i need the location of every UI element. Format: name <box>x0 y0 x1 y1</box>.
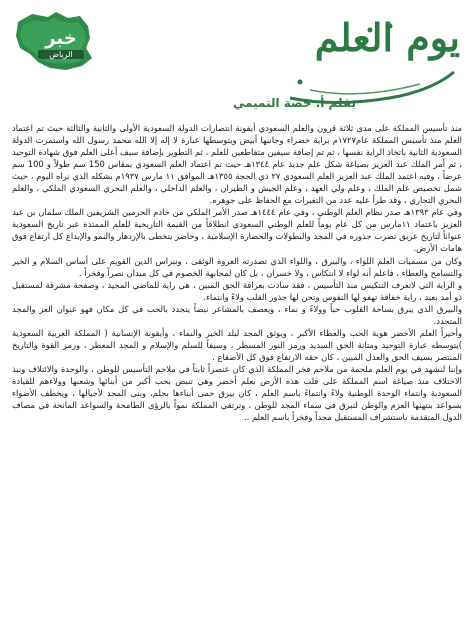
news-logo[interactable] <box>10 8 96 74</box>
article-paragraph: وفي عام ١٣٩٣هـ صدر نظام العلم الوطني ، وفي عام ١٤٤٤هـ صدر الأمر الملكي من خادم الحرمين الشريفين الملك سلمان بن عبد العزيز باعتماد ١١مارس من كل عام يوماً للعلم الوطني السعودي انطلاقاً من القيمة التاريخية للعلم الممتدة عبر تاريخ السعودية عنواناً لتاريخ عريق تضرب جذوره في المجد والبطولات والحضارة الإسلامية ، وحاضر يتخطى بالإزدهار والنمو والإبداع كل ارتفاع فوق هامات الأرض. <box>12 207 462 254</box>
logo-brand-text: خبر <box>45 28 77 49</box>
logo-url-text: KHBRRIYADH.COM <box>43 62 81 67</box>
article-paragraph: وأخيراً العلم الأخضر هوية الحب والعطاء الأكبر ، ويوثق المجد لبلد الخير والنماء ، وأيقونة الإنسانية ( المملكة العربية السعودية )يتوسطه عبارة التوحيد ومتانة الحق السديد ورمز النور المسطر ، وسيفاً للسلم والإسلام و المجد المعطر ، ورمز القوة والتاريخ المنتصر بسيف الحق والعدل المبين ، كان حقه الارتفاع فوق كل الأصقاع . <box>12 327 462 362</box>
logo-city-text: الرياض <box>38 50 84 59</box>
article-paragraph: وإننا لنشهد في يوم العلم ملحمة من ملاحم فخر المملكة الذي كان عنصراً ثابتاً في ملاحم التأسيس للوطن ، والوحدة والائتلاف ونبذ الاختلاف منذ صياغة اسم المملكة على قلب هذه الأرض بعلم أخضر وهي تنبض بحب أكبر من أبنائها وشعبها وولاءهم للقيادة السعودية وانتماء الوحدة الوطنية ولاءً وانتماءً باسم العلم ، كان بيرق حمى أبناءها بجلم، وبنى المجد لأجيالها ، ويخطف الأضواء بسواعد بنتهنها العزم والوطن لتبرق في سماء المجد للوطن ، وترتقي المملكة نمواً بالرؤى الطامحة والسواعد المانحة في مصاف الدول المتقدمة باستشراف المستقبل مجداً وفخراً باسم العلم .. <box>12 363 462 423</box>
article-paragraph: والبيرق الذي يبرق بساحة القلوب حباً وولاءً و نماء ، ويعصف بالمشاعر نبضاً يتجدد بالحب في كل مكان فهو عنوان العز والمجد المتجدد. <box>12 303 462 326</box>
article-paragraph: وكان من مسميات العلم اللواء ، والبيرق ، واللواء الذي تصدرته العروة الوثقى ، ونبراس الدين القويم على أساس السلام و الخير والتسامح والعطاء ، فاعلم أنه لواء لا انتكاس ، ولا خسران ، بل كان لمجابهة الخصوم في كل ميدان نصراً وفخراً . <box>12 255 462 278</box>
article-body <box>12 122 462 632</box>
article-paragraph: منذ تأسيس المملكة على مدى ثلاثة قرون والعلم السعودي أيقونة انتصارات الدولة السعودية الأولى والثانية والثالثة حيث تم اعتماد العلم منذ تأسيس المملكة عام١٧٢٧م براية خضراء وجانبها أبيض ويتوسطها عبارة لا إله إلا الله محمد رسول الله واستمرت الدولة السعودية الثانية باتخاذ الراية نفسها ، ثم تم إضافة سيفين متقاطعين للعلم ، ثم التطوير بإضافة سيف أعلى العلم فوق شهادة التوحيد ، ثم أمر الملك عبد العزيز بصياغة شكل علم جديد عام ١٣٤٤هـ حيث تم اعتماد العلم السعودي بمقاس 150 سم طولاً و 100 سم عرضاً ، وفيه اعتمد الملك عبد العزيز العلم السعودي ٢٧ ذي الحجة ١٣٥٥هـ الموافق ١١ مارس ١٩٣٧م بشكله الذي نراه اليوم ، حيث شمل تخصيص علم الملك ، وعلم ولي العهد ، وعلم الجيش و الطيران ، والعلم الداخلي ، والعلم البحري السعودي الملكي ، والعلم البحري التجاري ، وقد طرأ عليه عدد من التغيرات مع الحفاظ على جوهره. <box>12 123 462 206</box>
author-byline: بقلم أ. حصة التميمي <box>232 96 356 110</box>
calligraphy-title: يوم العلم <box>314 15 460 60</box>
article-paragraph: و الراية التي لاتعرف التنكيس منذ التأسيس ، فقد سادت بعراقة الحق المبين ، هي راية للماضي المجيد ، وصفحة مشرقة لمستقبل ذو أمد بعيد ، راية خفاقة تهفو لها النفوس وتحن لها جذور القلب ولاءً وانتماء. <box>12 279 462 302</box>
